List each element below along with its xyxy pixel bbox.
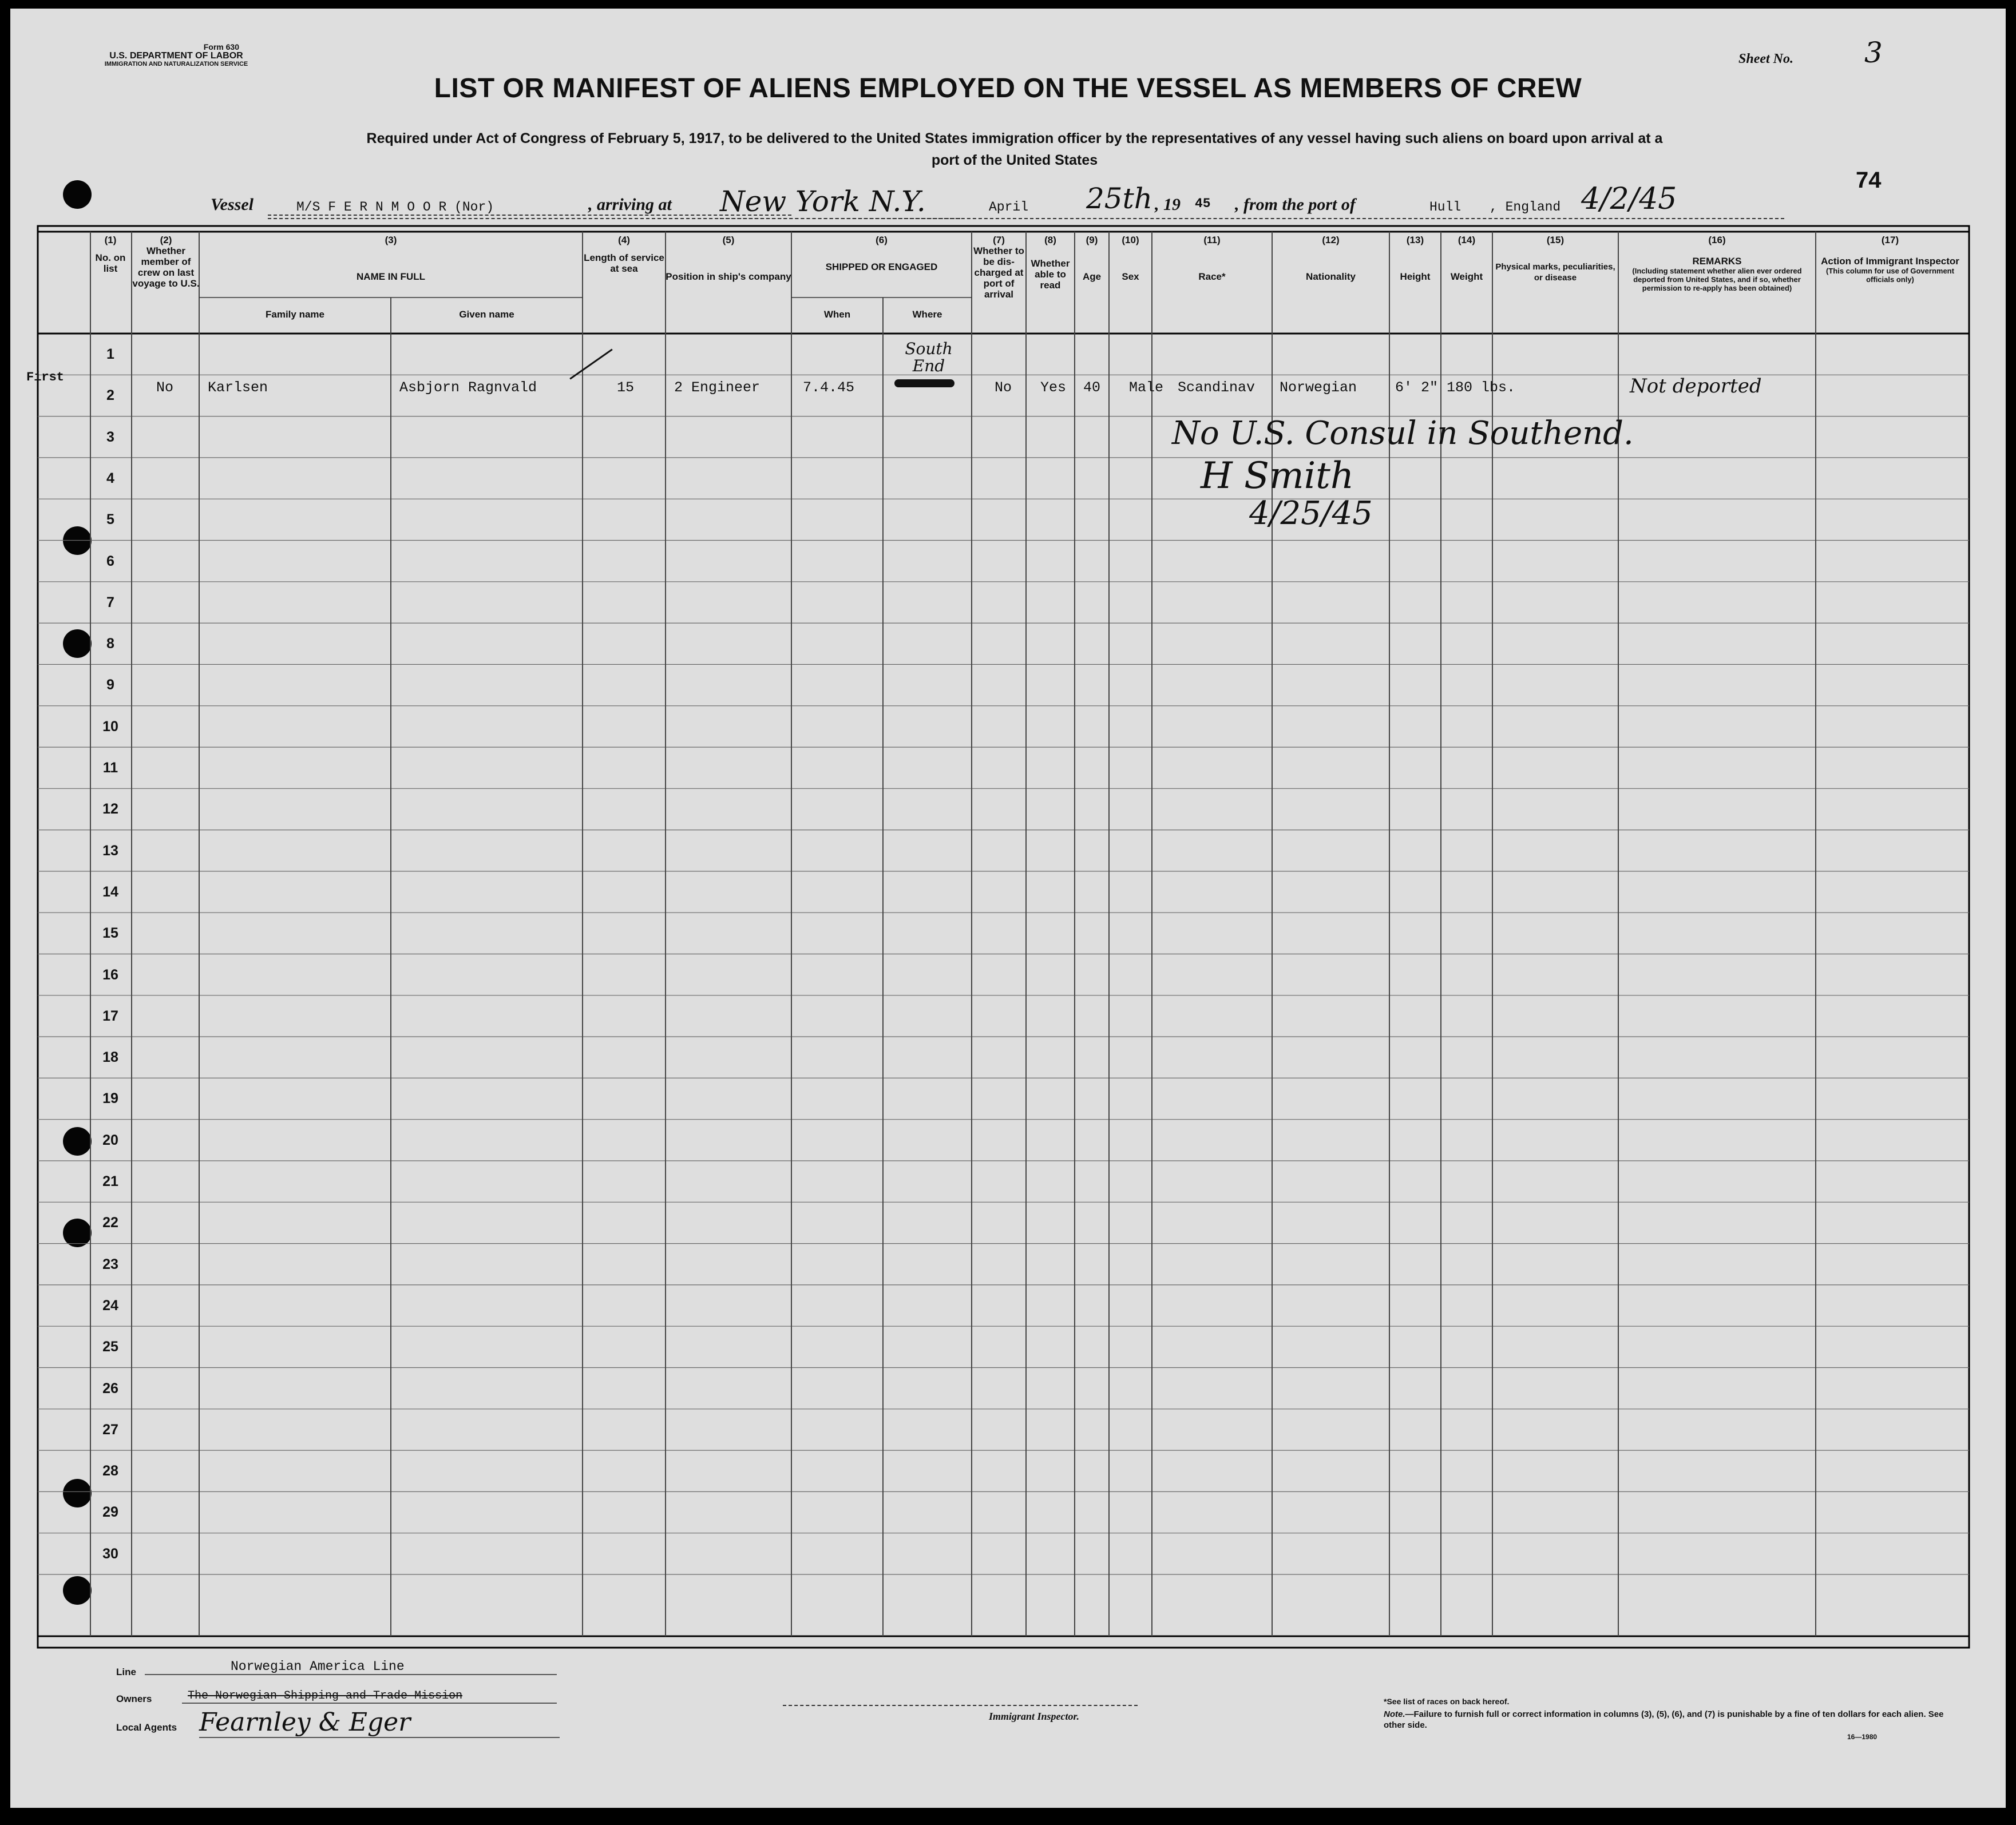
line-value: Norwegian America Line <box>145 1659 557 1675</box>
col-header-7: (7) Whether to be dis-charged at port of arrival <box>973 235 1024 300</box>
arrival-month: April <box>989 200 1029 215</box>
failure-note: Note.—Failure to furnish full or correct information in columns (3), (5), (6), and (7) is punishable by a fine of ten dollars for each alien. See other side. <box>1384 1709 1944 1730</box>
col-header-9: (9) Age <box>1082 235 1102 282</box>
annotation-signature: H Smith <box>1201 455 1354 497</box>
row-number: 28 <box>102 1463 118 1479</box>
col-header-6: (6) SHIPPED OR ENGAGED <box>825 235 938 272</box>
row-number: 5 <box>106 511 114 528</box>
col-header-5: (5) Position in ship's company <box>666 235 791 282</box>
row-number: 25 <box>102 1339 118 1355</box>
col-header-3: (3) NAME IN FULL <box>357 235 425 282</box>
entry-race: Scandinav <box>1178 379 1255 396</box>
entry-position: 2 Engineer <box>674 379 761 396</box>
row-number: 30 <box>102 1545 118 1562</box>
subheader-family-name: Family name <box>266 309 324 320</box>
col-header-14: (14) Weight <box>1450 235 1483 282</box>
entry-age: 40 <box>1083 379 1101 396</box>
entry-nationality: Norwegian <box>1280 379 1357 396</box>
subtitle-line-1: Required under Act of Congress of February 5, 1917, to be delivered to the United States immigration officer by the representatives of any vessel having such aliens on board upon arrival at a <box>366 130 1663 146</box>
department: U.S. DEPARTMENT OF LABOR <box>109 51 243 61</box>
row-number: 29 <box>102 1504 118 1521</box>
row-number: 17 <box>102 1007 118 1024</box>
inspector-label: Immigrant Inspector. <box>989 1711 1080 1722</box>
service-name: IMMIGRATION AND NATURALIZATION SERVICE <box>104 61 248 68</box>
row-number: 15 <box>102 925 118 942</box>
col-header-4: (4) Length of service at sea <box>584 235 664 274</box>
entry-given-name: Asbjorn Ragnvald <box>399 379 537 396</box>
row-number: 27 <box>102 1421 118 1438</box>
row-number: 12 <box>102 801 118 818</box>
sheet-number-label: Sheet No. <box>1738 51 1793 66</box>
entry-when: 7.4.45 <box>803 379 855 396</box>
vessel-label: Vessel <box>211 195 254 214</box>
form-number: Form 630 <box>203 42 239 51</box>
year-prefix: , 19 <box>1155 195 1181 214</box>
subheader-given-name: Given name <box>459 309 514 320</box>
port-city: Hull <box>1429 200 1461 215</box>
arriving-label: , arriving at <box>588 195 672 214</box>
page-title: LIST OR MANIFEST OF ALIENS EMPLOYED ON THE VESSEL AS MEMBERS OF CREW <box>434 73 1582 104</box>
manifest-sheet <box>10 9 2006 1808</box>
agents-value: Fearnley & Eger <box>199 1708 560 1738</box>
entry-discharged: No <box>995 379 1012 396</box>
departure-date: 4/2/45 <box>1581 182 1677 216</box>
entry-family-name: Karlsen <box>208 379 268 396</box>
agents-label: Local Agents <box>116 1722 177 1733</box>
row-number: 19 <box>102 1090 118 1107</box>
col-header-15: (15) Physical marks, peculiarities, or disease <box>1495 235 1615 283</box>
row-number: 21 <box>102 1173 118 1189</box>
entry-where: South End <box>905 339 953 375</box>
inspector-signature-line <box>783 1705 1138 1706</box>
row-number: 9 <box>106 677 114 693</box>
entry-height: 6' 2" <box>1395 379 1439 396</box>
col-header-11: (11) Race* <box>1198 235 1226 282</box>
vessel-name: M/S F E R N M O O R (Nor) <box>268 200 791 216</box>
row-number: 4 <box>106 470 114 486</box>
entry-service-length: 15 <box>616 379 634 396</box>
row-number: 6 <box>106 553 114 569</box>
annotation-consul: No U.S. Consul in Southend. <box>1172 415 1634 452</box>
port-country: , England <box>1490 200 1561 215</box>
row-number: 2 <box>106 387 114 404</box>
col-header-2: (2) Whether member of crew on last voyage to U.S. <box>132 235 200 289</box>
entry-remarks: Not deported <box>1630 375 1762 398</box>
entry-last-voyage: No <box>156 379 173 396</box>
row-number: 7 <box>106 594 114 610</box>
row-number: 3 <box>106 429 114 445</box>
col-header-16: (16) REMARKS (Including statement whether alien ever ordered deported from United States, and if so, whether permission to re-apply has been obtained) <box>1632 235 1802 292</box>
from-port-label: , from the port of <box>1235 195 1356 214</box>
row-number: 13 <box>102 842 118 859</box>
row-number: 26 <box>102 1380 118 1396</box>
col-header-8: (8) Whether able to read <box>1031 235 1070 291</box>
print-code: 16—1980 <box>1847 1733 1878 1741</box>
col-header-13: (13) Height <box>1400 235 1431 282</box>
sheet-number: 3 <box>1864 36 1883 69</box>
owners-value: The Norwegian Shipping and Trade Mission <box>182 1689 557 1704</box>
row-number: 22 <box>102 1215 118 1231</box>
subtitle-line-2: port of the United States <box>931 152 1098 168</box>
row-prefix: First <box>26 370 65 384</box>
page-number: 74 <box>1856 168 1882 193</box>
col-header-10: (10) Sex <box>1122 235 1139 282</box>
row-number: 23 <box>102 1256 118 1272</box>
subheader-where: Where <box>912 309 942 320</box>
line-label: Line <box>116 1667 136 1677</box>
row-number: 14 <box>102 883 118 900</box>
row-number: 8 <box>106 636 114 652</box>
arrival-day: 25th <box>1086 182 1152 215</box>
row-number: 10 <box>102 718 118 735</box>
row-number: 24 <box>102 1297 118 1314</box>
row-number: 11 <box>102 760 118 776</box>
redaction-mark <box>894 379 954 387</box>
row-number: 20 <box>102 1132 118 1148</box>
entry-sex: Male <box>1129 379 1164 396</box>
owners-label: Owners <box>116 1693 152 1704</box>
col-header-17: (17) Action of Immigrant Inspector (This column for use of Government officials only) <box>1821 235 1959 284</box>
arriving-port: New York N.Y. <box>720 185 960 219</box>
row-number: 18 <box>102 1049 118 1066</box>
col-header-1: (1) No. on list <box>95 235 126 274</box>
races-note: *See list of races on back hereof. <box>1384 1697 1510 1706</box>
annotation-date: 4/25/45 <box>1249 495 1373 532</box>
subheader-when: When <box>823 309 851 320</box>
entry-able-to-read: Yes <box>1040 379 1067 396</box>
year-suffix: 45 <box>1195 196 1211 211</box>
row-number: 16 <box>102 966 118 983</box>
entry-weight: 180 lbs. <box>1447 379 1516 396</box>
row-number: 1 <box>106 346 114 362</box>
col-header-12: (12) Nationality <box>1306 235 1356 282</box>
